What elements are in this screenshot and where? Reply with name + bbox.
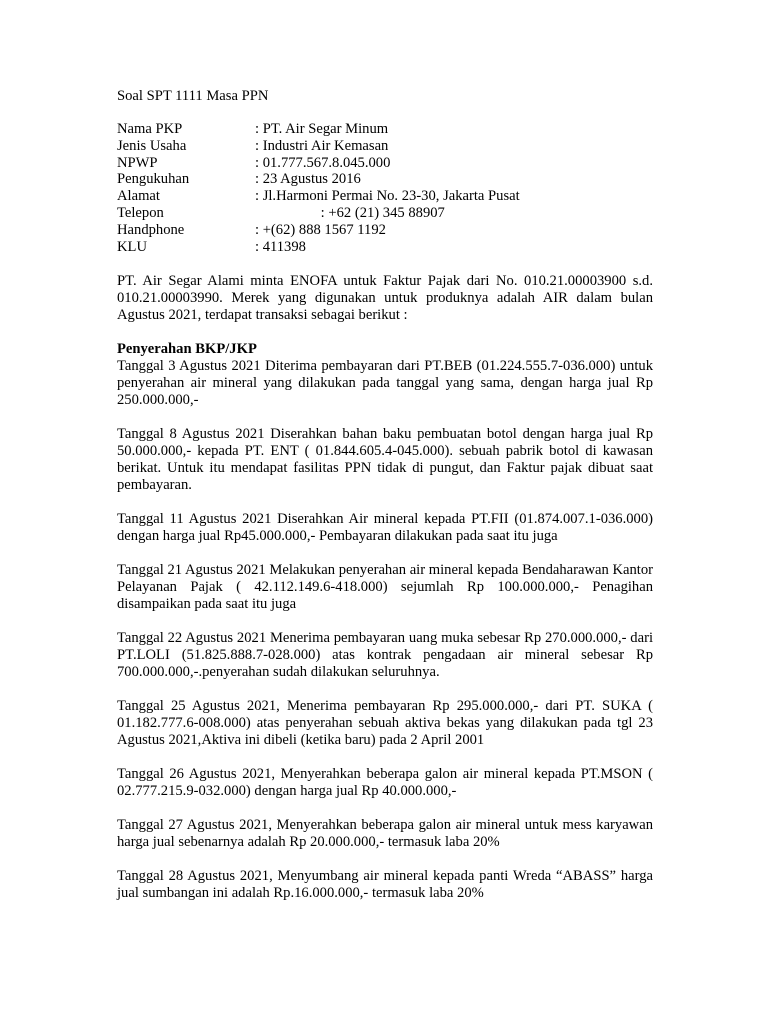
transaction-paragraph: Tanggal 8 Agustus 2021 Diserahkan bahan baku pembuatan botol dengan harga jual Rp 50.000.000,- kepada PT. ENT ( 01.844.605.4-045.000). sebuah pabrik botol di kawasan berikat. Untuk itu mendapat fasilitas PPN tidak di pungut, dan Faktur pajak dibuat saat pembayaran. — [117, 426, 653, 493]
info-label: Jenis Usaha — [117, 137, 187, 154]
info-value: : 411398 — [255, 238, 306, 255]
transaction-paragraph: Tanggal 27 Agustus 2021, Menyerahkan beberapa galon air mineral untuk mess karyawan harga jual sebenarnya adalah Rp 20.000.000,- termasuk laba 20% — [117, 817, 653, 850]
info-label: Handphone — [117, 221, 185, 238]
info-row-jenis-usaha — [117, 138, 520, 155]
document-title: Soal SPT 1111 Masa PPN — [117, 88, 269, 104]
info-row-alamat — [117, 188, 520, 205]
transaction-paragraph: Tanggal 3 Agustus 2021 Diterima pembayaran dari PT.BEB (01.224.555.7-036.000) untuk penyerahan air mineral yang dilakukan pada tanggal yang sama, dengan harga jual Rp 250.000.000,- — [117, 358, 653, 408]
section-heading: Penyerahan BKP/JKP — [117, 341, 257, 357]
info-value: : Industri Air Kemasan — [255, 137, 389, 154]
info-row-nama-pkp — [117, 121, 520, 138]
company-info-block — [117, 121, 520, 255]
info-row-klu — [117, 239, 520, 256]
info-row-handphone — [117, 222, 520, 239]
info-value: : Jl.Harmoni Permai No. 23-30, Jakarta Pusat — [255, 188, 520, 205]
info-label: Alamat — [117, 188, 160, 205]
info-label: Nama PKP — [117, 121, 183, 137]
intro-paragraph: PT. Air Segar Alami minta ENOFA untuk Faktur Pajak dari No. 010.21.00003900 s.d. 010.21.00003990. Merek yang digunakan untuk produknya adalah AIR dalam bulan Agustus 2021, terdapat transaksi sebagai berikut : — [117, 273, 653, 323]
info-row-telepon — [117, 205, 520, 222]
info-label: NPWP — [117, 154, 158, 171]
transaction-paragraph: Tanggal 25 Agustus 2021, Menerima pembayaran Rp 295.000.000,- dari PT. SUKA ( 01.182.777.6-008.000) atas penyerahan sebuah aktiva bekas yang dilakukan pada tgl 23 Agustus 2021,Aktiva ini dibeli (ketika baru) pada 2 April 2001 — [117, 698, 653, 748]
transaction-paragraph: Tanggal 21 Agustus 2021 Melakukan penyerahan air mineral kepada Bendaharawan Kantor Pelayanan Pajak ( 42.112.149.6-418.000) sejumlah Rp 100.000.000,- Penagihan disampaikan pada saat itu juga — [117, 562, 653, 612]
transaction-paragraph: Tanggal 26 Agustus 2021, Menyerahkan beberapa galon air mineral kepada PT.MSON ( 02.777.215.9-032.000) dengan harga jual Rp 40.000.000,- — [117, 766, 653, 799]
transaction-paragraph: Tanggal 11 Agustus 2021 Diserahkan Air mineral kepada PT.FII (01.874.007.1-036.000) dengan harga jual Rp45.000.000,- Pembayaran dilakukan pada saat itu juga — [117, 511, 653, 544]
info-label: Telepon — [117, 204, 164, 221]
transaction-paragraph: Tanggal 28 Agustus 2021, Menyumbang air mineral kepada panti Wreda “ABASS” harga jual sumbangan ini adalah Rp.16.000.000,- termasuk laba 20% — [117, 868, 653, 901]
info-value: : +62 (21) 345 88907 — [255, 204, 445, 221]
info-value: : 01.777.567.8.045.000 — [255, 154, 391, 171]
document-body — [117, 273, 653, 919]
info-row-npwp — [117, 155, 520, 172]
info-label: KLU — [117, 238, 147, 255]
info-label: Pengukuhan — [117, 171, 190, 188]
info-value: : PT. Air Segar Minum — [255, 121, 389, 137]
transaction-paragraph: Tanggal 22 Agustus 2021 Menerima pembayaran uang muka sebesar Rp 270.000.000,- dari PT.LOLI (51.825.888.7-028.000) atas kontrak pengadaan air mineral sebesar Rp 700.000.000,-.penyerahan sudah dilakukan seluruhnya. — [117, 630, 653, 680]
info-value: : 23 Agustus 2016 — [255, 171, 361, 188]
info-value: : +(62) 888 1567 1192 — [255, 221, 386, 238]
info-row-pengukuhan — [117, 171, 520, 188]
